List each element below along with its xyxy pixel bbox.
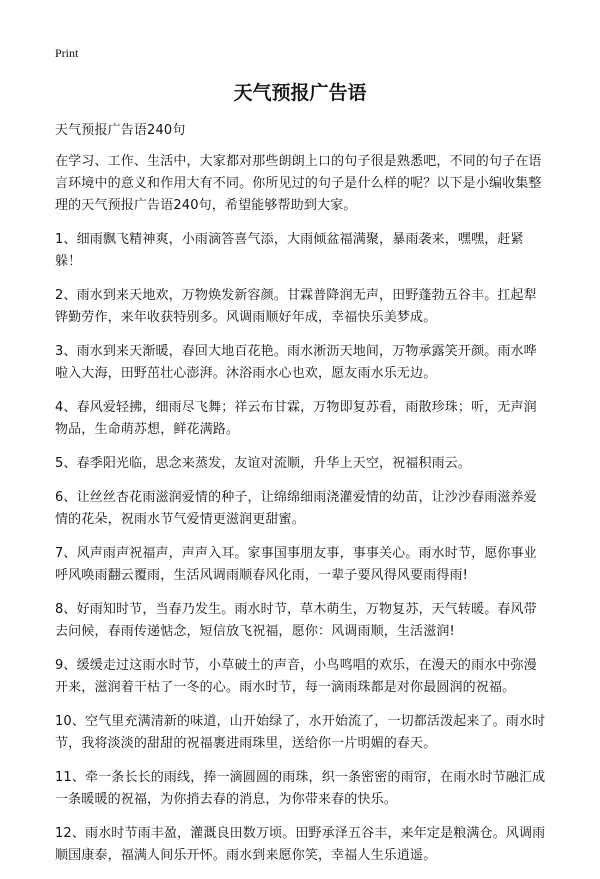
page-title: 天气预报广告语 <box>233 82 367 104</box>
list-item: 11、牵一条长长的雨线，捧一滴圆圆的雨珠，织一条密密的雨帘，在雨水时节融汇成一条暖暖的祝福，为你捎去春的消息，为你带来春的快乐。 <box>55 770 546 807</box>
list-item: 10、空气里充满清新的味道，山开始绿了，水开始流了，一切都活泼起来了。雨水时节，我将淡淡的甜甜的祝福裹进雨珠里，送给你一片明媚的春天。 <box>55 714 546 751</box>
list-item: 1、细雨飘飞精神爽，小雨滴答喜气添，大雨倾盆福满聚，暴雨袭来，嘿嘿，赶紧躲！ <box>55 232 524 269</box>
print-link[interactable]: Print <box>55 46 79 60</box>
article-subtitle: 天气预报广告语240句 <box>55 123 186 138</box>
intro-paragraph: 在学习、工作、生活中，大家都对那些朗朗上口的句子很是熟悉吧，不同的句子在语言环境中的意义和作用大有不同。你所见过的句子是什么样的呢？以下是小编收集整理的天气预报广告语240句，希望能够帮助到大家。 <box>55 154 542 213</box>
list-item: 8、好雨知时节，当春乃发生。雨水时节，草木萌生，万物复苏，天气转暖。春风带去问候，春雨传递惦念，短信放飞祝福，愿你：风调雨顺，生活滋润! <box>55 602 537 639</box>
list-item: 6、让丝丝杏花雨滋润爱情的种子，让绵绵细雨浇灌爱情的幼苗，让沙沙春雨滋养爱情的花朵，祝雨水节气爱情更滋润更甜蜜。 <box>55 490 537 527</box>
list-item: 2、雨水到来天地欢，万物焕发新容颜。甘霖普降润无声，田野蓬勃五谷丰。扛起犁铧勤劳作，来年收获特别多。风调雨顺好年成，幸福快乐美梦成。 <box>55 288 537 325</box>
list-item: 3、雨水到来天渐暖，春回大地百花艳。雨水淅沥天地间，万物承露笑开颜。雨水哗啦入大海，田野茁壮心澎湃。沐浴雨水心也欢，愿友雨水乐无边。 <box>55 344 537 381</box>
list-item: 12、雨水时节雨丰盈，灌溉良田数万顷。田野承泽五谷丰，来年定是粮满仓。风调雨顺国康泰，福满人间乐开怀。雨水到来愿你笑，幸福人生乐逍遥。 <box>55 826 546 863</box>
list-item: 5、春季阳光临，思念来蒸发，友谊对流顺，升华上天空，祝福积雨云。 <box>55 456 472 471</box>
list-item: 4、春风爱轻拂，细雨尽飞舞；祥云布甘霖，万物即复苏看，雨散珍珠；听，无声润物品，生命萌苏想，鲜花满路。 <box>55 400 537 437</box>
list-item: 7、风声雨声祝福声，声声入耳。家事国事朋友事，事事关心。雨水时节，愿你事业呼风唤雨翻云覆雨，生活风调雨顺春风化雨，一辈子要风得风要雨得雨! <box>55 546 537 583</box>
list-item: 9、缓缓走过这雨水时节，小草破土的声音，小鸟鸣唱的欢乐，在漫天的雨水中弥漫开来，滋润着干枯了一冬的心。雨水时节，每一滴雨珠都是对你最圆润的祝福。 <box>55 658 537 695</box>
article-body <box>55 120 547 879</box>
